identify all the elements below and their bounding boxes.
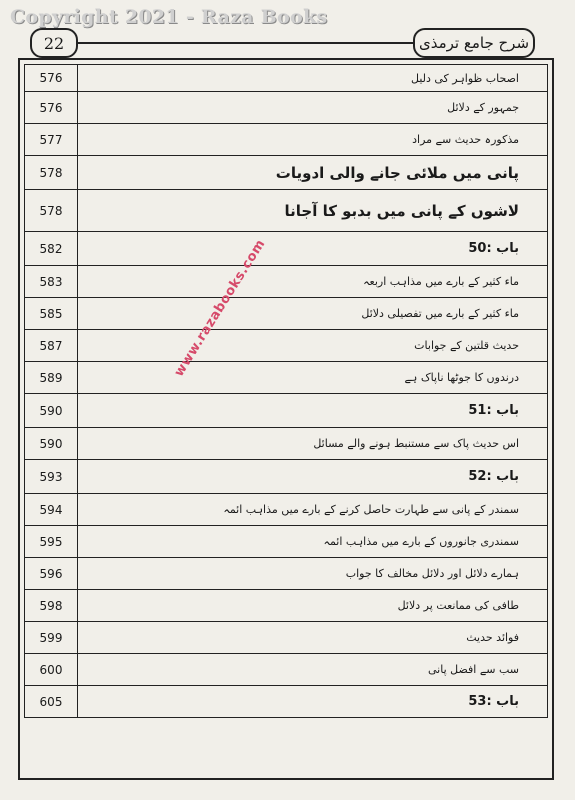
page-ref: 585 bbox=[25, 298, 78, 330]
table-row bbox=[25, 428, 548, 460]
chapter-row bbox=[25, 394, 548, 428]
entry-title: پانی میں ملائی جانے والی ادویات bbox=[78, 156, 548, 190]
entry-title: ماء کثیر کے بارے میں مذاہب اربعہ bbox=[78, 266, 548, 298]
chapter-row bbox=[25, 232, 548, 266]
page-ref: 576 bbox=[25, 92, 78, 124]
table-row bbox=[25, 298, 548, 330]
chapter-title: باب :50 bbox=[78, 232, 548, 266]
page-ref: 583 bbox=[25, 266, 78, 298]
chapter-row bbox=[25, 686, 548, 718]
page-ref: 587 bbox=[25, 330, 78, 362]
entry-title: لاشوں کے پانی میں بدبو کا آجانا bbox=[78, 190, 548, 232]
page-ref: 594 bbox=[25, 494, 78, 526]
page-ref: 596 bbox=[25, 558, 78, 590]
page-ref: 598 bbox=[25, 590, 78, 622]
copyright-watermark: Copyright 2021 - Raza Books bbox=[10, 6, 328, 28]
table-row bbox=[25, 92, 548, 124]
page-ref: 578 bbox=[25, 156, 78, 190]
table-row bbox=[25, 362, 548, 394]
entry-title: ہمارے دلائل اور دلائل مخالف کا جواب bbox=[78, 558, 548, 590]
page-ref: 600 bbox=[25, 654, 78, 686]
page-ref: 605 bbox=[25, 686, 78, 718]
page-ref: 590 bbox=[25, 394, 78, 428]
entry-title: طافی کی ممانعت پر دلائل bbox=[78, 590, 548, 622]
table-of-contents bbox=[24, 64, 548, 718]
table-row bbox=[25, 156, 548, 190]
page-ref: 577 bbox=[25, 124, 78, 156]
entry-title: فوائد حدیث bbox=[78, 622, 548, 654]
table-row bbox=[25, 190, 548, 232]
page-ref: 595 bbox=[25, 526, 78, 558]
entry-title: جمہور کے دلائل bbox=[78, 92, 548, 124]
table-row bbox=[25, 526, 548, 558]
table-row bbox=[25, 622, 548, 654]
chapter-title: باب :52 bbox=[78, 460, 548, 494]
book-title: شرح جامع ترمذی bbox=[413, 28, 535, 58]
table-row bbox=[25, 266, 548, 298]
table-row bbox=[25, 558, 548, 590]
entry-title: سب سے افضل پانی bbox=[78, 654, 548, 686]
page-ref: 599 bbox=[25, 622, 78, 654]
chapter-row bbox=[25, 460, 548, 494]
page-number: 22 bbox=[30, 28, 78, 58]
page-ref: 578 bbox=[25, 190, 78, 232]
entry-title: ماء کثیر کے بارے میں تفصیلی دلائل bbox=[78, 298, 548, 330]
entry-title: سمندر کے پانی سے طہارت حاصل کرنے کے بارے میں مذاہب ائمہ bbox=[78, 494, 548, 526]
page-ref: 589 bbox=[25, 362, 78, 394]
entry-title: اس حدیث پاک سے مستنبط ہونے والے مسائل bbox=[78, 428, 548, 460]
table-row bbox=[25, 65, 548, 92]
page-ref: 582 bbox=[25, 232, 78, 266]
table-row bbox=[25, 654, 548, 686]
chapter-title: باب :53 bbox=[78, 686, 548, 718]
page-ref: 593 bbox=[25, 460, 78, 494]
entry-title: حدیث قلتین کے جوابات bbox=[78, 330, 548, 362]
site-watermark: www.razabooks.com bbox=[171, 236, 269, 380]
table-row bbox=[25, 590, 548, 622]
page-ref: 590 bbox=[25, 428, 78, 460]
table-row bbox=[25, 330, 548, 362]
entry-title: مذکورہ حدیث سے مراد bbox=[78, 124, 548, 156]
entry-title: اصحاب ظواہر کی دلیل bbox=[78, 65, 548, 92]
table-row bbox=[25, 124, 548, 156]
entry-title: سمندری جانوروں کے بارے میں مذاہب ائمہ bbox=[78, 526, 548, 558]
header-rule bbox=[70, 42, 417, 44]
page-ref: 576 bbox=[25, 65, 78, 92]
chapter-title: باب :51 bbox=[78, 394, 548, 428]
entry-title: درندوں کا جوٹھا ناپاک ہے bbox=[78, 362, 548, 394]
table-row bbox=[25, 494, 548, 526]
